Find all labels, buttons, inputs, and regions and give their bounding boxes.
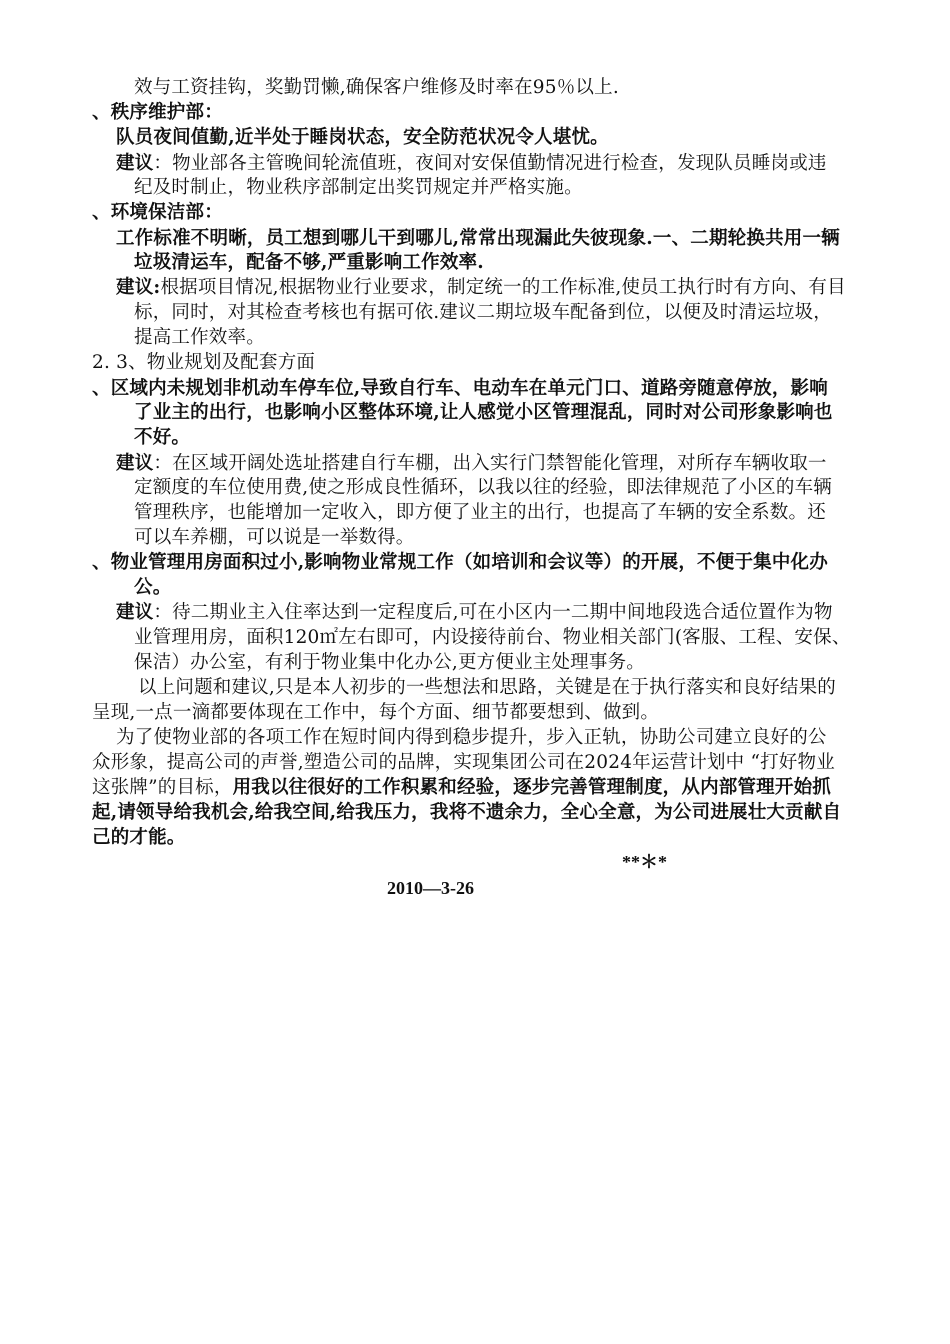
text-line: 标，同时，对其检查考核也有据可依.建议二期垃圾车配备到位，以便及时清运垃圾， (134, 302, 832, 323)
document-date: 2010—3-26 (387, 878, 474, 898)
text-line: 纪及时制止，物业秩序部制定出奖罚规定并严格实施。 (134, 177, 583, 198)
section-heading: 、秩序维护部： (92, 102, 223, 123)
suggestion-text: ：待二期业主入住率达到一定程度后,可在小区内一二期中间地段选合适位置作为物 (153, 602, 833, 623)
problem-text: 公。 (134, 577, 172, 598)
text-line: 可以车养棚，可以说是一举数得。 (134, 527, 415, 548)
text-line: 提高工作效率。 (134, 327, 265, 348)
paragraph-line: 以上问题和建议,只是本人初步的一些想法和思路，关键是在于执行落实和良好结果的 (138, 677, 836, 698)
paragraph-line: 众形象，提高公司的声誉,塑造公司的品牌，实现集团公司在2024年运营计划中 “打好物业 (92, 752, 835, 773)
suggestion-text: ：物业部各主管晚间轮流值班，夜间对安保值勤情况进行检查，发现队员睡岗或违 (153, 153, 827, 174)
text-line (116, 276, 846, 300)
suggestion-label: 建议 (116, 453, 154, 474)
problem-text: 了业主的出行，也影响小区整体环境,让人感觉小区管理混乱，同时对公司形象影响也 (134, 402, 833, 423)
problem-text: 队员夜间值勤,近半处于睡岗状态，安全防范状况令人堪忧。 (116, 127, 609, 148)
suggestion-label: 建议 (116, 602, 154, 623)
author-signature: **＊* (622, 852, 667, 872)
paragraph-line: 呈现,一点一滴都要体现在工作中，每个方面、细节都要想到、做到。 (92, 702, 660, 723)
section-heading: 2. 3、物业规划及配套方面 (92, 352, 316, 373)
text-line: 定额度的车位使用费,使之形成良性循环，以我以往的经验，即法律规范了小区的车辆 (134, 477, 832, 498)
paragraph-line: 己的才能。 (92, 827, 186, 848)
text-line (116, 601, 833, 625)
suggestion-text: ：在区域开阔处选址搭建自行车棚，出入实行门禁智能化管理，对所存车辆收取一 (153, 453, 827, 474)
suggestion-label: 建议 (116, 153, 154, 174)
problem-text: 垃圾清运车，配备不够,严重影响工作效率. (134, 252, 484, 273)
problem-text: 不好。 (134, 427, 191, 448)
suggestion-label: 建议: (116, 277, 161, 298)
problem-text: 、物业管理用房面积过小,影响物业常规工作（如培训和会议等）的开展，不便于集中化办 (92, 552, 828, 573)
text-line: 业管理用房，面积120㎡左右即可，内设接待前台、物业相关部门(客服、工程、安保、 (134, 627, 851, 648)
problem-text: 工作标准不明晰，员工想到哪儿干到哪儿,常常出现漏此失彼现象.一、二期轮换共用一辆 (116, 228, 840, 249)
text-line (116, 152, 827, 176)
text-line: 效与工资挂钩，奖勤罚懒,确保客户维修及时率在95％以上. (134, 77, 619, 98)
paragraph-line (92, 776, 831, 800)
text-line: 管理秩序，也能增加一定收入，即方便了业主的出行，也提高了车辆的安全系数。还 (134, 502, 826, 523)
paragraph-line: 起,请领导给我机会,给我空间,给我压力，我将不遗余力，全心全意，为公司进展壮大贡献自 (92, 802, 842, 823)
problem-text: 、区域内未规划非机动车停车位,导致自行车、电动车在单元门口、道路旁随意停放，影响 (92, 378, 828, 399)
paragraph-text: 这张牌”的目标， (92, 777, 233, 798)
paragraph-line: 为了使物业部的各项工作在短时间内得到稳步提升，步入正轨，协助公司建立良好的公 (116, 727, 827, 748)
text-line (116, 452, 827, 476)
suggestion-text: 根据项目情况,根据物业行业要求，制定统一的工作标准,使员工执行时有方向、有目 (160, 277, 846, 298)
section-heading: 、环境保洁部： (92, 202, 223, 223)
text-line: 保洁）办公室，有利于物业集中化办公,更方便业主处理事务。 (134, 652, 645, 673)
paragraph-bold-text: 用我以往很好的工作积累和经验，逐步完善管理制度，从内部管理开始抓 (232, 777, 831, 798)
